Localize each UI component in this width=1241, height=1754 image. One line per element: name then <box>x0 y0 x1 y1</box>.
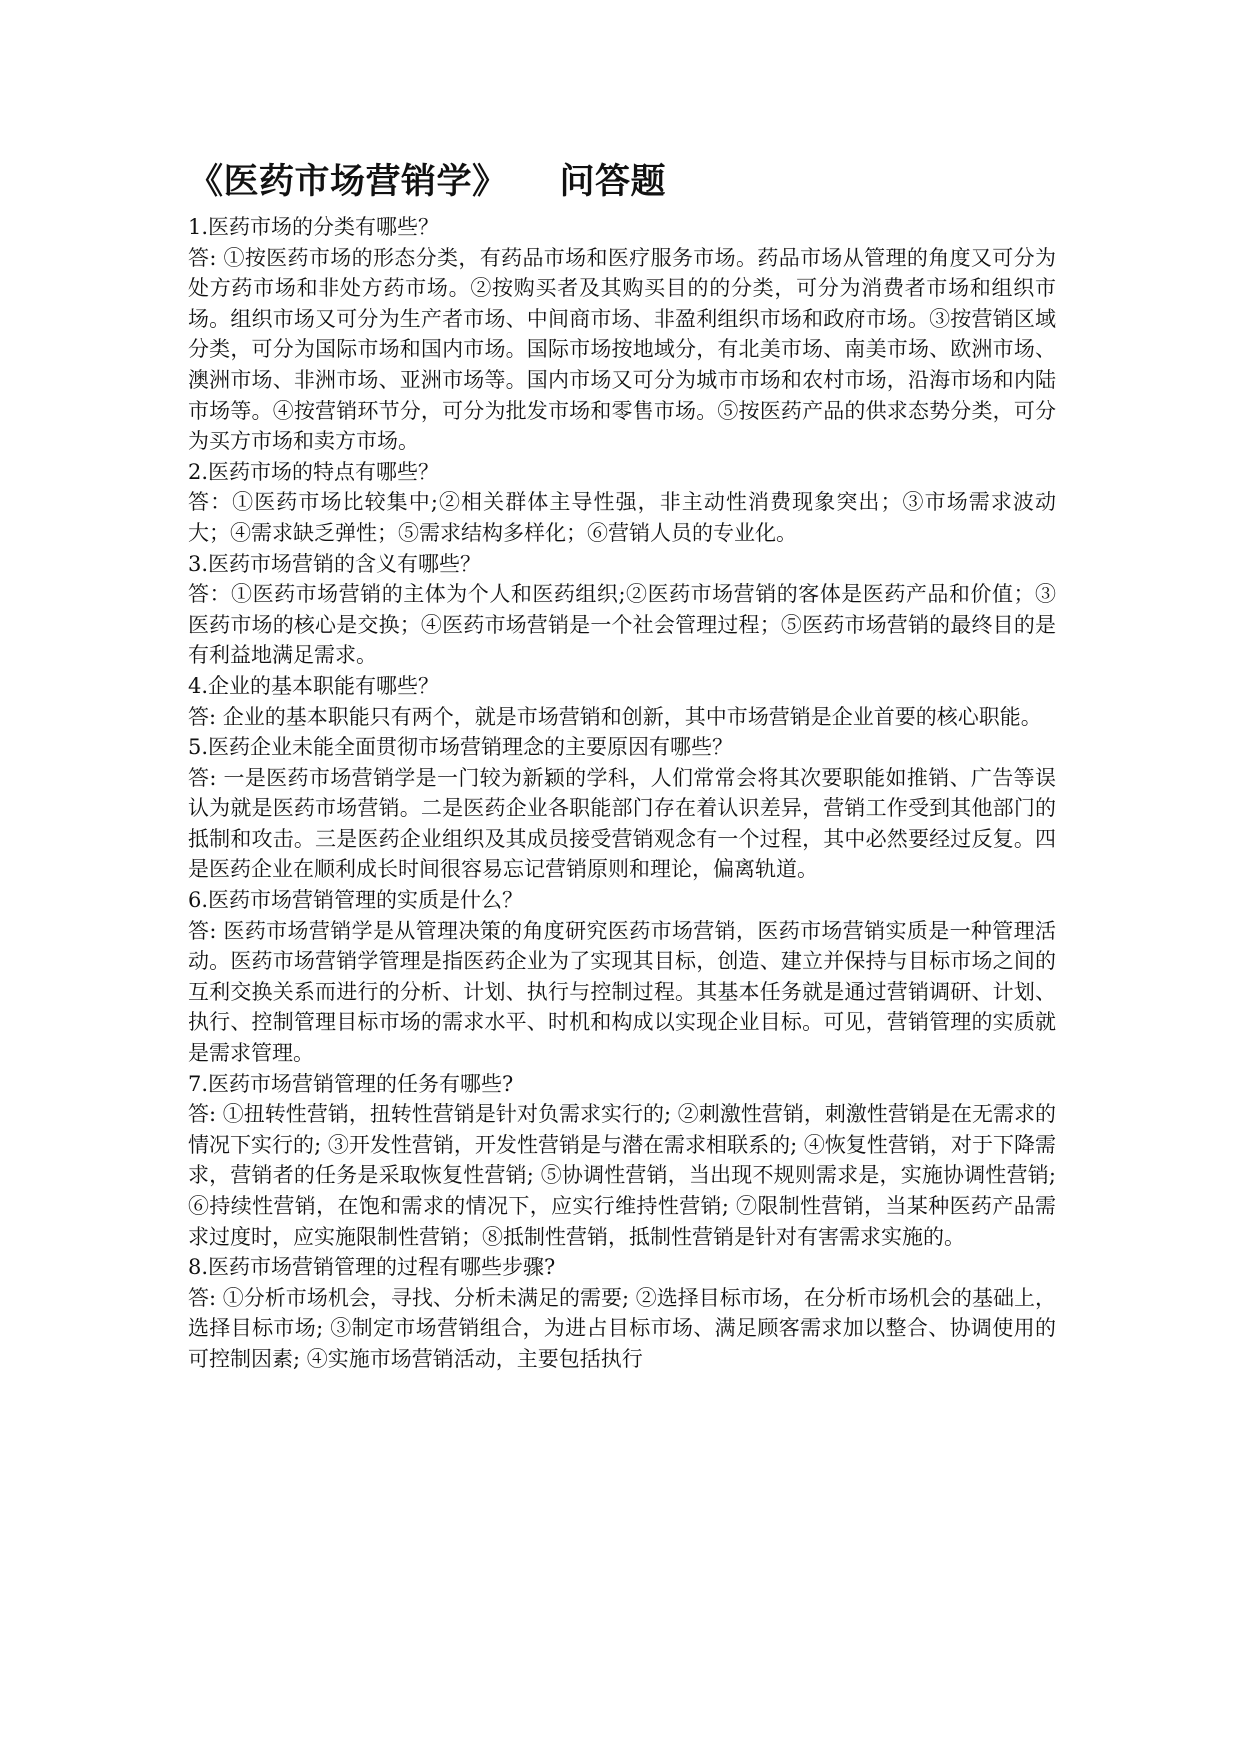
question-text: 8.医药市场营销管理的过程有哪些步骤? <box>188 1255 556 1280</box>
answer-text: 答: ①分析市场机会，寻找、分析未满足的需要; ②选择目标市场，在分析市场机会的基础上，选择目标市场; ③制定市场营销组合，为进占目标市场、满足顾客需求加以整合、协调使用的可控制因素; ④实施市场营销活动，主要包括执行 <box>188 1285 1056 1371</box>
answer-text: 答: 医药市场营销学是从管理决策的角度研究医药市场营销，医药市场营销实质是一种管理活动。医药市场营销学管理是指医药企业为了实现其目标，创造、建立并保持与目标市场之间的互利交换关系而进行的分析、计划、执行与控制过程。其基本任务就是通过营销调研、计划、执行、控制管理目标市场的需求水平、时机和构成以实现企业目标。可见，营销管理的实质就是需求管理。 <box>188 918 1056 1066</box>
qa-item <box>188 732 1056 885</box>
question-text: 4.企业的基本职能有哪些？ <box>188 673 440 698</box>
answer-text: 答: ①扭转性营销，扭转性营销是针对负需求实行的; ②刺激性营销，刺激性营销是在无需求的情况下实行的; ③开发性营销，开发性营销是与潜在需求相联系的; ④恢复性营销，对于下降需求，营销者的任务是采取恢复性营销; ⑤协调性营销，当出现不规则需求是，实施协调性营销; ⑥持续性营销，在饱和需求的情况下，应实行维持性营销; ⑦限制性营销，当某种医药产品需求过度时，应实施限制性营销；⑧抵制性营销，抵制性营销是针对有害需求实施的。 <box>188 1102 1056 1249</box>
question-text: 5.医药企业未能全面贯彻市场营销理念的主要原因有哪些？ <box>188 735 734 760</box>
qa-item <box>188 1252 1056 1374</box>
title-main: 《医药市场营销学》 <box>188 161 508 202</box>
qa-list <box>188 212 1056 1375</box>
qa-item <box>188 549 1056 671</box>
answer-text: 答: ①按医药市场的形态分类，有药品市场和医疗服务市场。药品市场从管理的角度又可分为处方药市场和非处方药市场。②按购买者及其购买目的的分类，可分为消费者市场和组织市场。组织市场又可分为生产者市场、中间商市场、非盈利组织市场和政府市场。③按营销区域分类，可分为国际市场和国内市场。国际市场按地域分，有北美市场、南美市场、欧洲市场、澳洲市场、非洲市场、亚洲市场等。国内市场又可分为城市市场和农村市场，沿海市场和内陆市场等。④按营销环节分，可分为批发市场和零售市场。⑤按医药产品的供求态势分类，可分为买方市场和卖方市场。 <box>188 245 1056 454</box>
document-body <box>188 158 1056 1375</box>
answer-text: 答：①医药市场比较集中;②相关群体主导性强，非主动性消费现象突出；③市场需求波动大；④需求缺乏弹性；⑤需求结构多样化；⑥营销人员的专业化。 <box>188 490 1056 545</box>
qa-item <box>188 212 1056 457</box>
question-text: 7.医药市场营销管理的任务有哪些? <box>188 1071 514 1096</box>
qa-item <box>188 1069 1056 1253</box>
question-text: 1.医药市场的分类有哪些？ <box>188 215 440 239</box>
document-title <box>188 158 1056 206</box>
question-text: 3.医药市场营销的含义有哪些？ <box>188 551 482 576</box>
answer-text: 答: 一是医药市场营销学是一门较为新颖的学科，人们常常会将其次要职能如推销、广告等误认为就是医药市场营销。二是医药企业各职能部门存在着认识差异，营销工作受到其他部门的抵制和攻击。三是医药企业组织及其成员接受营销观念有一个过程，其中必然要经过反复。四是医药企业在顺利成长时间很容易忘记营销原则和理论，偏离轨道。 <box>188 765 1056 882</box>
answer-text: 答: 企业的基本职能只有两个，就是市场营销和创新，其中市场营销是企业首要的核心职能。 <box>188 704 1042 729</box>
qa-item <box>188 457 1056 549</box>
answer-text: 答：①医药市场营销的主体为个人和医药组织;②医药市场营销的客体是医药产品和价值；③医药市场的核心是交换；④医药市场营销是一个社会管理过程；⑤医药市场营销的最终目的是有利益地满足需求。 <box>188 582 1056 668</box>
title-sub: 问答题 <box>559 161 667 202</box>
question-text: 6.医药市场营销管理的实质是什么？ <box>188 888 524 913</box>
qa-item <box>188 885 1056 1069</box>
question-text: 2.医药市场的特点有哪些？ <box>188 459 440 484</box>
qa-item <box>188 671 1056 732</box>
